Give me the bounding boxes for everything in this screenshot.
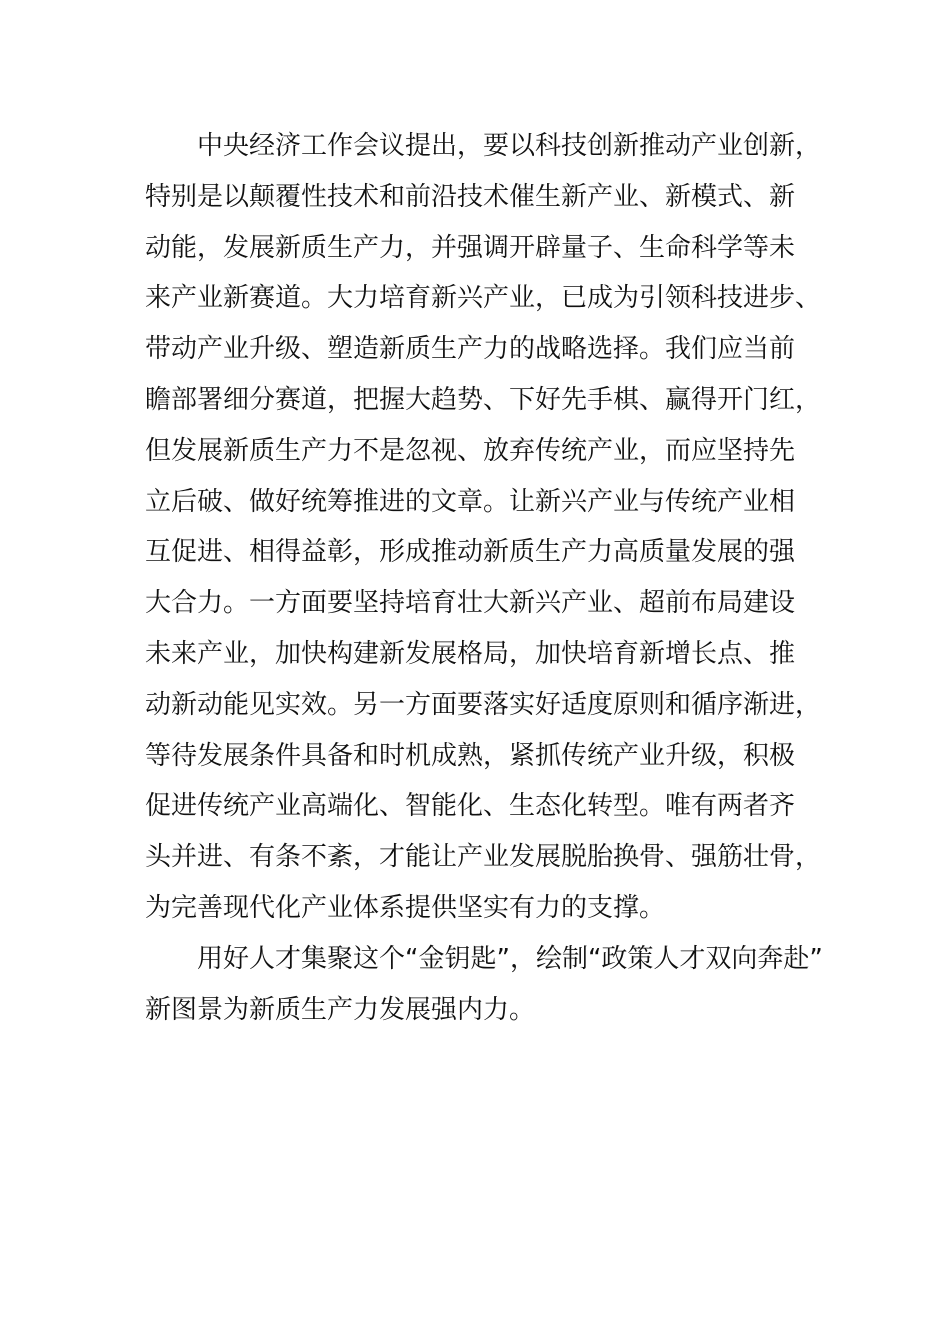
text-line: 立后破、做好统筹推进的文章。让新兴产业与传统产业相 [145, 486, 796, 517]
text-line: 动能，发展新质生产力，并强调开辟量子、生命科学等未 [145, 232, 796, 263]
text-line: 未来产业，加快构建新发展格局，加快培育新增长点、推 [145, 638, 796, 669]
text-line: 大合力。一方面要坚持培育壮大新兴产业、超前布局建设 [145, 588, 796, 619]
paragraph [145, 121, 822, 934]
text-line: 来产业新赛道。大力培育新兴产业，已成为引领科技进步、 [145, 283, 822, 314]
text-line: 带动产业升级、塑造新质生产力的战略选择。我们应当前 [145, 334, 796, 365]
text-line: 新图景为新质生产力发展强内力。 [145, 994, 536, 1025]
text-line: 动新动能见实效。另一方面要落实好适度原则和循序渐进， [145, 689, 822, 720]
text-line: 中央经济工作会议提出，要以科技创新推动产业创新， [197, 131, 822, 161]
text-line: 为完善现代化产业体系提供坚实有力的支撑。 [145, 892, 666, 923]
text-line: 但发展新质生产力不是忽视、放弃传统产业，而应坚持先 [145, 435, 796, 466]
text-line: 瞻部署细分赛道，把握大趋势、下好先手棋、赢得开门红， [145, 384, 822, 415]
text-line: 用好人才集聚这个“金钥匙”，绘制“政策人才双向奔赴” [197, 943, 823, 974]
paragraph [145, 934, 823, 1036]
text-line: 互促进、相得益彰，形成推动新质生产力高质量发展的强 [145, 537, 796, 568]
text-line: 特别是以颠覆性技术和前沿技术催生新产业、新模式、新 [145, 181, 796, 212]
text-line: 促进传统产业高端化、智能化、生态化转型。唯有两者齐 [145, 791, 796, 822]
text-line: 头并进、有条不紊，才能让产业发展脱胎换骨、强筋壮骨， [145, 842, 822, 873]
text-line: 等待发展条件具备和时机成熟，紧抓传统产业升级，积极 [145, 740, 796, 771]
document-body [145, 121, 823, 1035]
